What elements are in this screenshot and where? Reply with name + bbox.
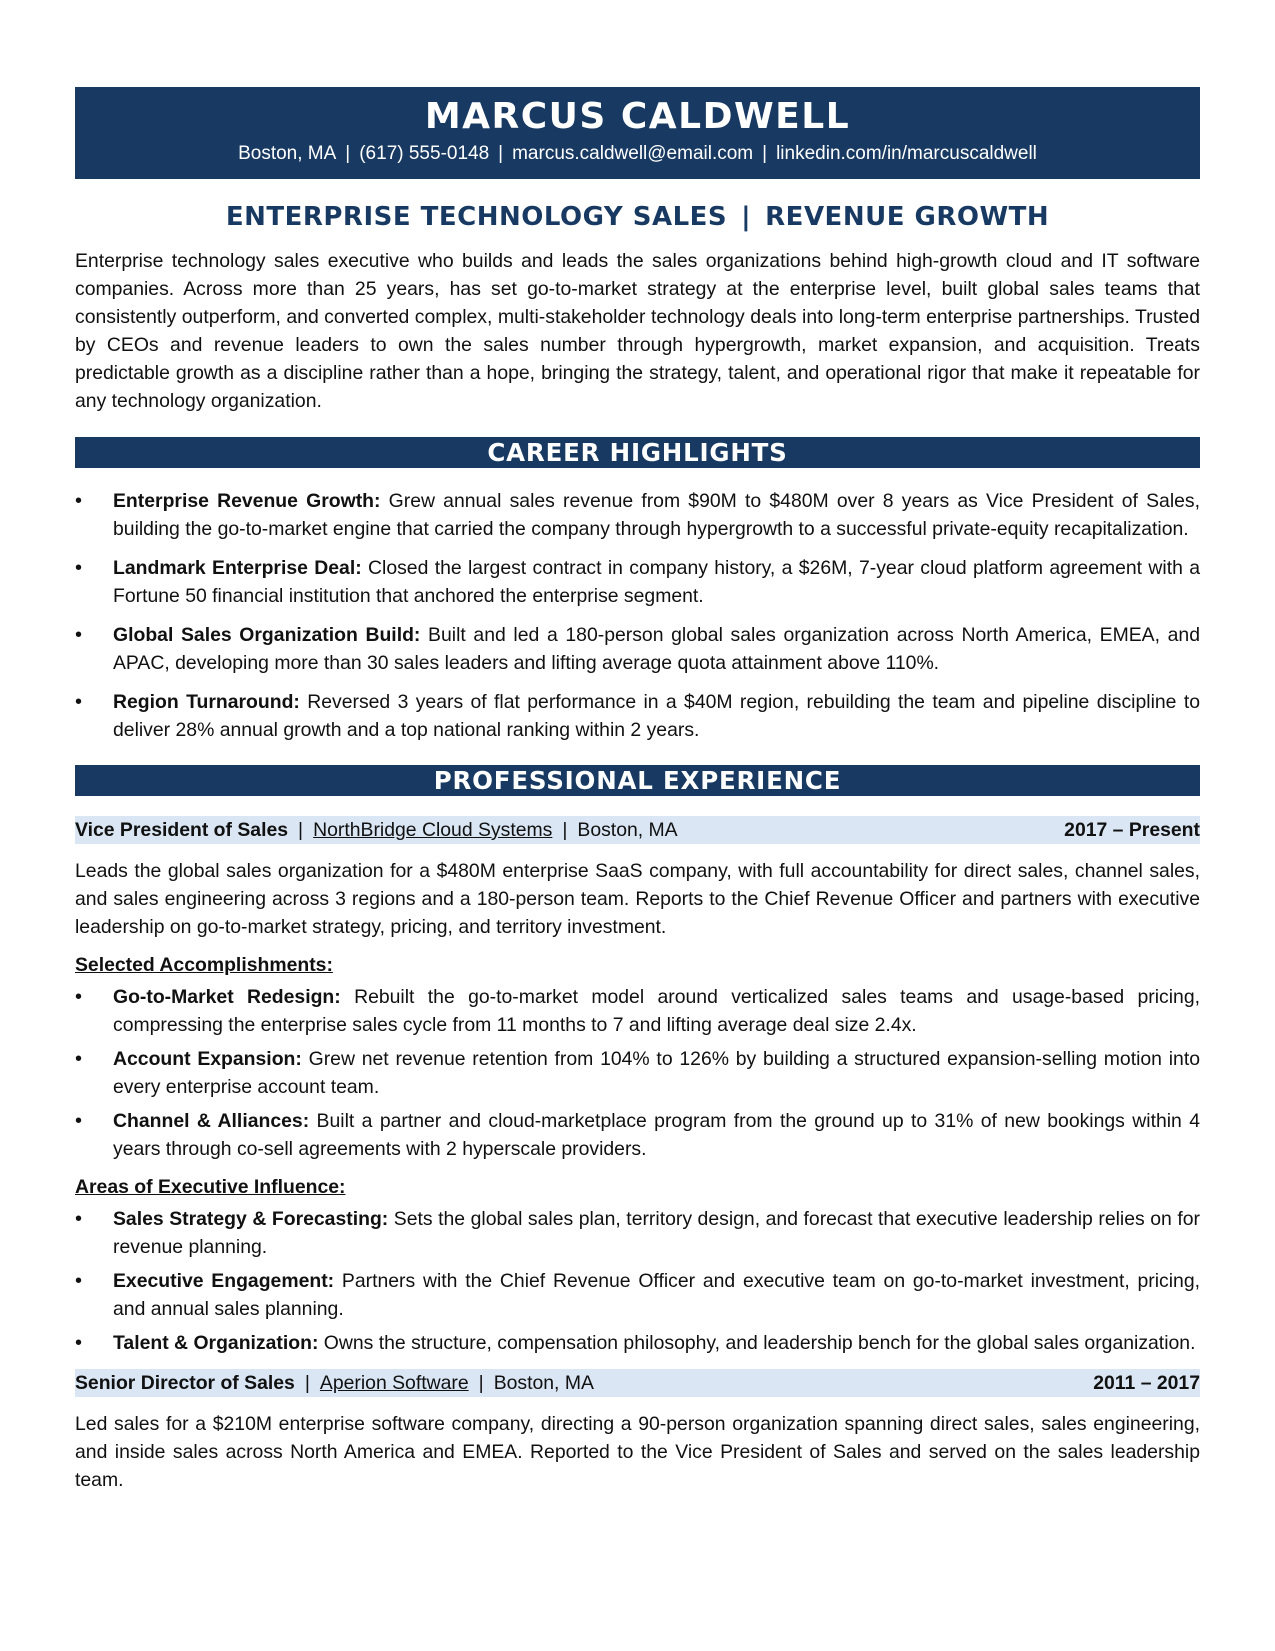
item-label: Global Sales Organization Build:	[113, 624, 421, 646]
summary-paragraph: Enterprise technology sales executive who builds and leads the sales organizations behind high-growth cloud and IT software companies. Across more than 25 years, has set go-to-market strategy at the enterprise level, built global sales teams that consistently outperform, and converted complex, multi-stakeholder technology deals into long-term enterprise partnerships. Trusted by CEOs and revenue leaders to own the sales number through hypergrowth, market expansion, and acquisition. Treats predictable growth as a discipline rather than a hope, bringing the strategy, talent, and operational rigor that make it repeatable for any technology organization.	[75, 250, 1200, 412]
job-description: Led sales for a $210M enterprise software company, directing a 90-person organization spanning direct sales, sales engineering, and inside sales across North America and EMEA. Reported to the Vice President of Sales and served on the sales leadership team.	[75, 1413, 1200, 1491]
job-description: Leads the global sales organization for a $480M enterprise SaaS company, with full accountability for direct sales, channel sales, and sales engineering across 3 regions and a 180-person team. Reports to the Chief Revenue Officer and partners with executive leadership on go-to-market strategy, pricing, and territory investment.	[75, 860, 1200, 938]
bullet: •	[75, 557, 83, 579]
contact-line	[75, 141, 1200, 167]
list-item	[75, 1045, 1200, 1101]
item-text: Grew net revenue retention from 104% to 126% by building a structured expansion-selling motion into every enterprise account team.	[113, 1048, 1200, 1098]
job-dates: 2011 – 2017	[1093, 1372, 1200, 1394]
item-label: Go-to-Market Redesign:	[113, 986, 341, 1008]
contact-separator: |	[345, 143, 351, 164]
bullet: •	[75, 1048, 83, 1070]
item-label: Talent & Organization:	[113, 1332, 319, 1354]
contact-phone: (617) 555-0148	[359, 143, 490, 164]
item-label: Channel & Alliances:	[113, 1110, 310, 1132]
resume-header	[75, 87, 1200, 179]
section-heading-professional-experience: PROFESSIONAL EXPERIENCE	[75, 765, 1200, 796]
item-text: Owns the structure, compensation philosophy, and leadership bench for the global sales organization.	[318, 1332, 1196, 1354]
item-text: Built and led a 180-person global sales organization across North America, EMEA, and APAC, developing more than 30 sales leaders and lifting average quota attainment above 110%.	[113, 624, 1201, 674]
headline-separator: |	[741, 202, 752, 232]
job-header	[75, 816, 1200, 844]
bullet: •	[75, 490, 83, 512]
career-highlights-list	[75, 487, 1200, 744]
item-text: Closed the largest contract in company history, a $26M, 7-year cloud platform agreement with a Fortune 50 financial institution that anchored the enterprise segment.	[113, 557, 1200, 607]
candidate-name: MARCUS CALDWELL	[424, 96, 851, 137]
resume-page	[75, 87, 1200, 1494]
bullet: •	[75, 1208, 83, 1230]
list-item	[75, 1205, 1200, 1261]
contact-location: Boston, MA	[238, 143, 337, 164]
list-item	[75, 1107, 1200, 1163]
influence-list	[75, 1205, 1200, 1357]
job-title: Senior Director of Sales	[75, 1372, 295, 1394]
item-label: Landmark Enterprise Deal:	[113, 557, 362, 579]
subheading-areas-of-executive-influence: Areas of Executive Influence:	[75, 1176, 346, 1198]
contact-separator: |	[762, 143, 768, 164]
item-text: Built a partner and cloud-marketplace program from the ground up to 31% of new bookings within 4 years through co-sell agreements with 2 hyperscale providers.	[113, 1110, 1200, 1160]
item-text: Reversed 3 years of flat performance in a $40M region, rebuilding the team and pipeline discipline to deliver 28% annual growth and a top national ranking within 2 years.	[113, 691, 1200, 741]
list-item	[75, 1267, 1200, 1323]
bullet: •	[75, 1110, 83, 1132]
list-item	[75, 621, 1200, 677]
job-title: Vice President of Sales	[75, 819, 289, 841]
job-company-link[interactable]: NorthBridge Cloud Systems	[313, 819, 553, 841]
job-separator: |	[478, 1372, 484, 1394]
item-label: Executive Engagement:	[113, 1270, 335, 1292]
job-header	[75, 1369, 1200, 1397]
headline-left: ENTERPRISE TECHNOLOGY SALES	[225, 202, 728, 232]
job-location: Boston, MA	[493, 1372, 594, 1394]
list-item	[75, 487, 1200, 543]
job-separator: |	[304, 1372, 310, 1394]
list-item	[75, 1329, 1200, 1357]
item-text: Grew annual sales revenue from $90M to $480M over 8 years as Vice President of Sales, building the go-to-market engine that carried the company through hypergrowth to a successful private-equity recapitalization.	[113, 490, 1200, 540]
item-text: Rebuilt the go-to-market model around verticalized sales teams and usage-based pricing, compressing the enterprise sales cycle from 11 months to 7 and lifting average deal size 2.4x.	[113, 986, 1200, 1036]
job-heading	[75, 816, 678, 844]
bullet: •	[75, 1332, 83, 1354]
job-dates: 2017 – Present	[1064, 819, 1200, 841]
item-text: Partners with the Chief Revenue Officer and executive team on go-to-market investment, pricing, and annual sales planning.	[113, 1270, 1200, 1320]
item-label: Region Turnaround:	[113, 691, 300, 713]
bullet: •	[75, 624, 83, 646]
item-label: Sales Strategy & Forecasting:	[113, 1208, 389, 1230]
job-company-link[interactable]: Aperion Software	[319, 1372, 469, 1394]
list-item	[75, 554, 1200, 610]
bullet: •	[75, 691, 83, 713]
job-heading	[75, 1369, 594, 1397]
section-heading-career-highlights: CAREER HIGHLIGHTS	[75, 437, 1200, 468]
accomplishments-list	[75, 983, 1200, 1163]
contact-linkedin[interactable]: linkedin.com/in/marcuscaldwell	[776, 143, 1037, 164]
contact-separator: |	[498, 143, 504, 164]
item-label: Enterprise Revenue Growth:	[113, 490, 381, 512]
headline-right: REVENUE GROWTH	[765, 202, 1050, 232]
contact-email[interactable]: marcus.caldwell@email.com	[512, 143, 754, 164]
list-item	[75, 983, 1200, 1039]
job-separator: |	[298, 819, 304, 841]
job-separator: |	[562, 819, 568, 841]
professional-headline	[75, 201, 1200, 233]
list-item	[75, 688, 1200, 744]
bullet: •	[75, 1270, 83, 1292]
bullet: •	[75, 986, 83, 1008]
job-location: Boston, MA	[577, 819, 678, 841]
item-label: Account Expansion:	[113, 1048, 302, 1070]
subheading-selected-accomplishments: Selected Accomplishments:	[75, 954, 333, 976]
item-text: Sets the global sales plan, territory design, and forecast that executive leadership relies on for revenue planning.	[113, 1208, 1200, 1258]
